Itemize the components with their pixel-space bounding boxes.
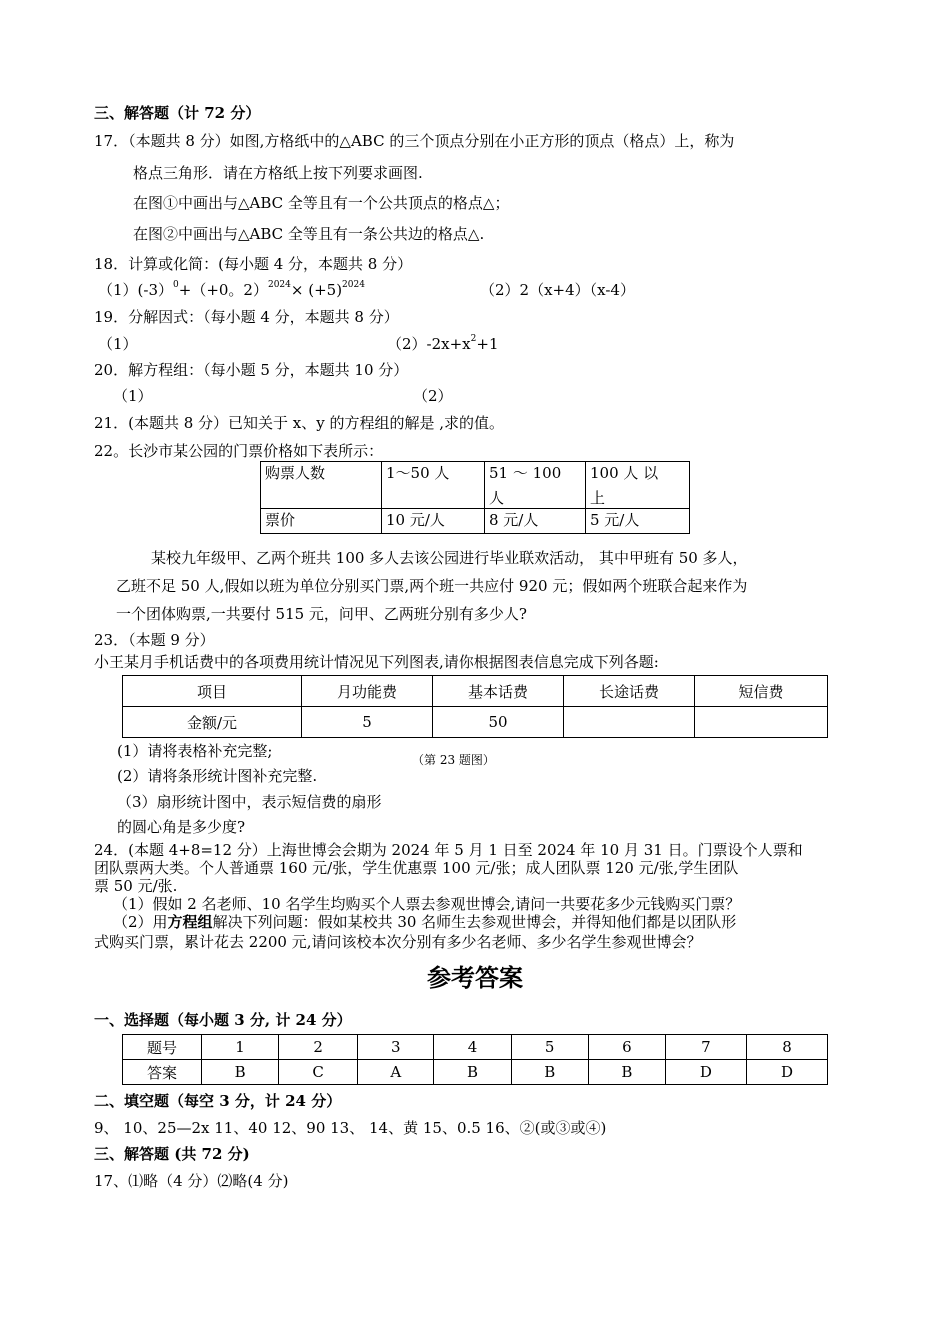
table-header-cell: 基本话费: [433, 676, 564, 707]
table-cell: 8 元/人: [485, 509, 586, 534]
table-cell: C: [279, 1060, 358, 1085]
table-header-cell: 月功能费: [302, 676, 433, 707]
table-header-cell: 7: [665, 1035, 746, 1060]
q23-fee-table: [122, 675, 828, 738]
q18-part2: （2）2（x+4）（x-4）: [480, 281, 635, 299]
q24-line2: 团队票两大类。个人普通票 160 元/张，学生优惠票 100 元/张；成人团队票 120 元/张,学生团队: [94, 859, 739, 877]
table-cell: B: [434, 1060, 511, 1085]
table-cell: 答案: [123, 1060, 202, 1085]
table-cell: 1～50 人: [382, 462, 485, 509]
table-header-cell: 5: [511, 1035, 588, 1060]
table-header-cell: 2: [279, 1035, 358, 1060]
q23-caption: （第 23 题图）: [412, 753, 495, 767]
table-cell: 金额/元: [123, 707, 302, 738]
answer-table: [122, 1034, 828, 1085]
q18-title: 18．计算或化简：(每小题 4 分，本题共 8 分）: [94, 255, 413, 273]
table-header-cell: 1: [202, 1035, 279, 1060]
table-cell: [564, 707, 695, 738]
table-header-cell: 3: [358, 1035, 434, 1060]
table-cell: B: [202, 1060, 279, 1085]
table-cell: [695, 707, 828, 738]
q19-part2: $(2)-2x+x^2+1$: [387, 334, 499, 353]
q24-line1: 24．(本题 4+8=12 分）上海世博会会期为 2024 年 5 月 1 日至 2024 年 10 月 31 日。门票设个人票和: [94, 841, 803, 859]
q20-part2: （2）: [413, 387, 453, 405]
table-header-cell: 长途话费: [564, 676, 695, 707]
q24-line6: 式购买门票，累计花去 2200 元,请问该校本次分别有多少名老师、多少名学生参观世博会？: [94, 933, 702, 951]
table-cell: 5: [302, 707, 433, 738]
q23-title: 23．（本题 9 分）: [94, 631, 215, 649]
answer-q17: 17、⑴略（4 分）⑵略(4 分): [94, 1172, 289, 1190]
table-cell: 购票人数: [261, 462, 382, 509]
table-cell: A: [358, 1060, 434, 1085]
table-cell: 5 元/人: [586, 509, 690, 534]
q19-part1: （1）: [98, 335, 138, 353]
q19-title: 19．分解因式：（每小题 4 分，本题共 8 分）: [94, 308, 399, 326]
q22-title: 22。长沙市某公园的门票价格如下表所示：: [94, 442, 384, 460]
table-cell: B: [511, 1060, 588, 1085]
q24-line3: 票 50 元/张.: [94, 877, 178, 895]
q20-title: 20．解方程组：（每小题 5 分，本题共 10 分）: [94, 361, 409, 379]
table-header-cell: 4: [434, 1035, 511, 1060]
q24-line4: （1）假如 2 名老师、10 名学生均购买个人票去参观世博会,请问一共要花多少元钱购买门票？: [113, 895, 741, 913]
q17-line2: 格点三角形．请在方格纸上按下列要求画图.: [133, 164, 423, 182]
table-cell: B: [588, 1060, 665, 1085]
q17-line3: 在图①中画出与△ABC 全等且有一个公共顶点的格点△；: [133, 194, 510, 212]
q21-text: 21．(本题共 8 分）已知关于 x、y 的方程组的解是 ,求的值。: [94, 414, 505, 432]
q22-line1: 某校九年级甲、乙两个班共 100 多人去该公园进行毕业联欢活动， 其中甲班有 50 多人，: [151, 549, 748, 567]
section3-title: 三、解答题（计 72 分）: [94, 104, 261, 122]
answer-section3: 三、解答题 (共 72 分): [94, 1145, 250, 1163]
q17-line1: 17．（本题共 8 分）如图,方格纸中的△ABC 的三个顶点分别在小正方形的顶点（格点）上，称为: [94, 132, 735, 150]
table-cell: 10 元/人: [382, 509, 485, 534]
q22-line2: 乙班不足 50 人,假如以班为单位分别买门票,两个班一共应付 920 元；假如两个班联合起来作为: [116, 577, 748, 595]
q23-intro: 小王某月手机话费中的各项费用统计情况见下列图表,请你根据图表信息完成下列各题:: [94, 653, 659, 671]
table-cell: D: [665, 1060, 746, 1085]
table-header-cell: 8: [746, 1035, 827, 1060]
table-header-cell: 题号: [123, 1035, 202, 1060]
q24-line5: （2）用方程组解决下列问题：假如某校共 30 名师生去参观世博会，并得知他们都是以团队形: [113, 913, 737, 931]
table-cell: D: [746, 1060, 827, 1085]
q18-part1: （1）(-3）$^0$+（+0。$2)^{2024}\times (+5)^{2024}$: [98, 280, 365, 299]
answer-section1: 一、选择题（每小题 3 分, 计 24 分）: [94, 1011, 352, 1029]
answer-fill-blanks: 9、 10、25—2x 11、40 12、90 13、 14、黄 15、0.5 16、②(或③或④): [94, 1119, 607, 1137]
q22-line3: 一个团体购票,一共要付 515 元，问甲、乙两班分别有多少人?: [116, 605, 527, 623]
table-cell: 51 ～ 100 人: [485, 462, 586, 509]
table-header-cell: 项目: [123, 676, 302, 707]
q23-sub3b: 的圆心角是多少度?: [117, 818, 246, 836]
q23-sub1: (1）请将表格补充完整;: [117, 742, 273, 760]
table-header-cell: 6: [588, 1035, 665, 1060]
table-cell: 票价: [261, 509, 382, 534]
answer-title: 参考答案: [427, 963, 523, 992]
q17-line4: 在图②中画出与△ABC 全等且有一条公共边的格点△.: [133, 225, 485, 243]
answer-section2: 二、填空题（每空 3 分，计 24 分）: [94, 1092, 342, 1110]
table-cell: 100 人 以 上: [586, 462, 690, 509]
q20-part1: （1）: [113, 387, 153, 405]
table-cell: 50: [433, 707, 564, 738]
table-header-cell: 短信费: [695, 676, 828, 707]
q22-price-table: [260, 461, 690, 534]
q23-sub2: (2）请将条形统计图补充完整.: [117, 767, 318, 785]
q23-sub3a: （3）扇形统计图中，表示短信费的扇形: [117, 793, 382, 811]
